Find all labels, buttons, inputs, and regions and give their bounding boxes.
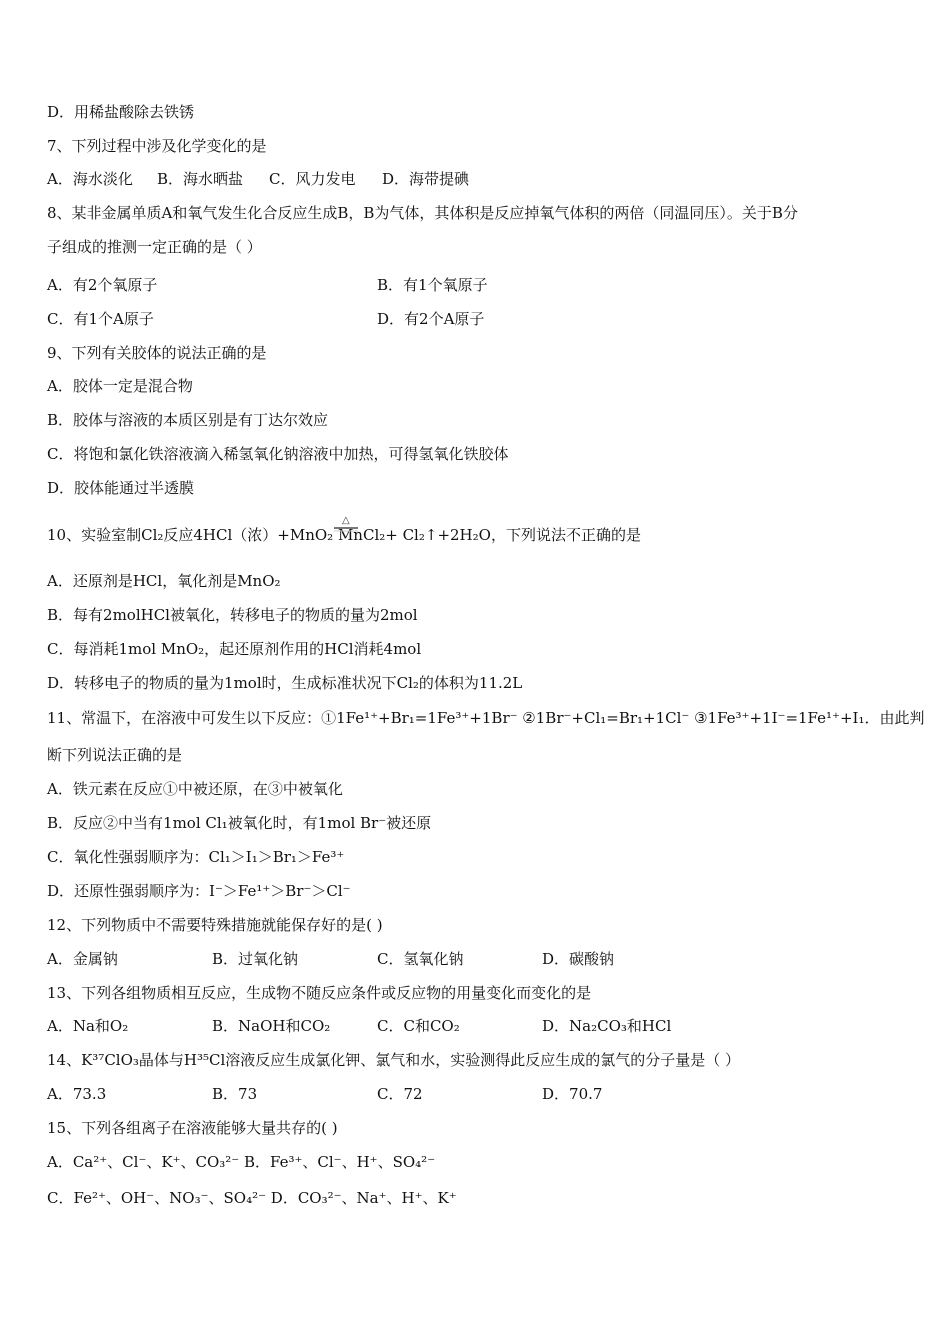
answer-option: B．海水晒盐	[157, 170, 244, 188]
text-line: A．铁元素在反应①中被还原，在③中被氧化	[47, 780, 343, 798]
text-line: D．转移电子的物质的量为1mol时，生成标准状况下Cl₂的体积为11.2L	[47, 674, 523, 692]
svg-text:△: △	[342, 515, 350, 526]
answer-option: C．72	[377, 1085, 423, 1103]
answer-option: B．过氧化钠	[212, 950, 299, 968]
answer-option: C．风力发电	[269, 170, 356, 188]
text-line: 8、某非金属单质A和氧气发生化合反应生成B，B为气体，其体积是反应掉氧气体积的两倍（同温同压）。关于B分	[47, 204, 798, 222]
text-line: C．将饱和氯化铁溶液滴入稀氢氧化钠溶液中加热，可得氢氧化铁胶体	[47, 445, 509, 463]
answer-option: B．NaOH和CO₂	[212, 1017, 331, 1035]
answer-option: D．Na₂CO₃和HCl	[542, 1017, 672, 1035]
text-line: 子组成的推测一定正确的是（ ）	[47, 238, 262, 256]
answer-option: B．有1个氧原子	[377, 276, 488, 294]
text-line: A．胶体一定是混合物	[47, 377, 193, 395]
answer-option: D．海带提碘	[382, 170, 470, 188]
answer-option: B．73	[212, 1085, 258, 1103]
text-line: B．胶体与溶液的本质区别是有丁达尔效应	[47, 411, 329, 429]
text-line: C．氧化性强弱顺序为：Cl₁＞I₁＞Br₁＞Fe³⁺	[47, 848, 345, 866]
text-line: 11、常温下，在溶液中可发生以下反应：①1Fe¹⁺+Br₁=1Fe³⁺+1Br⁻ ②1Br⁻+Cl₁=Br₁+1Cl⁻ ③1Fe³⁺+1I⁻=1Fe¹⁺+I₁．由此判	[47, 709, 925, 727]
text-line: 7、下列过程中涉及化学变化的是	[47, 137, 267, 155]
answer-option: D．70.7	[542, 1085, 603, 1103]
text-line: D．胶体能通过半透膜	[47, 479, 195, 497]
text-line: A．Ca²⁺、Cl⁻、K⁺、CO₃²⁻ B．Fe³⁺、Cl⁻、H⁺、SO₄²⁻	[47, 1153, 436, 1171]
text-line: 9、下列有关胶体的说法正确的是	[47, 344, 267, 362]
answer-option: A．海水淡化	[47, 170, 133, 188]
answer-option: A．金属钠	[47, 950, 118, 968]
reaction-condition-mark	[332, 514, 360, 536]
text-line: 10、实验室制Cl₂反应4HCl（浓）+MnO₂ MnCl₂+ Cl₂↑+2H₂O，下列说法不正确的是	[47, 526, 641, 544]
text-line: 14、K³⁷ClO₃晶体与H³⁵Cl溶液反应生成氯化钾、氯气和水，实验测得此反应生成的氯气的分子量是（ ）	[47, 1051, 741, 1069]
text-line: A．还原剂是HCl，氧化剂是MnO₂	[47, 572, 281, 590]
text-line: D．还原性强弱顺序为：I⁻＞Fe¹⁺＞Br⁻＞Cl⁻	[47, 882, 351, 900]
text-line: 15、下列各组离子在溶液能够大量共存的( )	[47, 1119, 338, 1137]
text-line: B．反应②中当有1mol Cl₁被氧化时，有1mol Br⁻被还原	[47, 814, 432, 832]
answer-option: D．碳酸钠	[542, 950, 615, 968]
answer-option: C．C和CO₂	[377, 1017, 460, 1035]
text-line: C．每消耗1mol MnO₂，起还原剂作用的HCl消耗4mol	[47, 640, 422, 658]
text-line: C．Fe²⁺、OH⁻、NO₃⁻、SO₄²⁻ D．CO₃²⁻、Na⁺、H⁺、K⁺	[47, 1189, 457, 1207]
answer-option: C．有1个A原子	[47, 310, 154, 328]
answer-option: C．氢氧化钠	[377, 950, 464, 968]
text-line: B．每有2molHCl被氧化，转移电子的物质的量为2mol	[47, 606, 418, 624]
text-line: 13、下列各组物质相互反应，生成物不随反应条件或反应物的用量变化而变化的是	[47, 984, 592, 1002]
answer-option: D．有2个A原子	[377, 310, 485, 328]
text-line: D．用稀盐酸除去铁锈	[47, 103, 195, 121]
text-line: 断下列说法正确的是	[47, 746, 183, 764]
answer-option: A．73.3	[47, 1085, 107, 1103]
text-line: 12、下列物质中不需要特殊措施就能保存好的是( )	[47, 916, 383, 934]
answer-option: A．有2个氧原子	[47, 276, 158, 294]
answer-option: A．Na和O₂	[47, 1017, 129, 1035]
